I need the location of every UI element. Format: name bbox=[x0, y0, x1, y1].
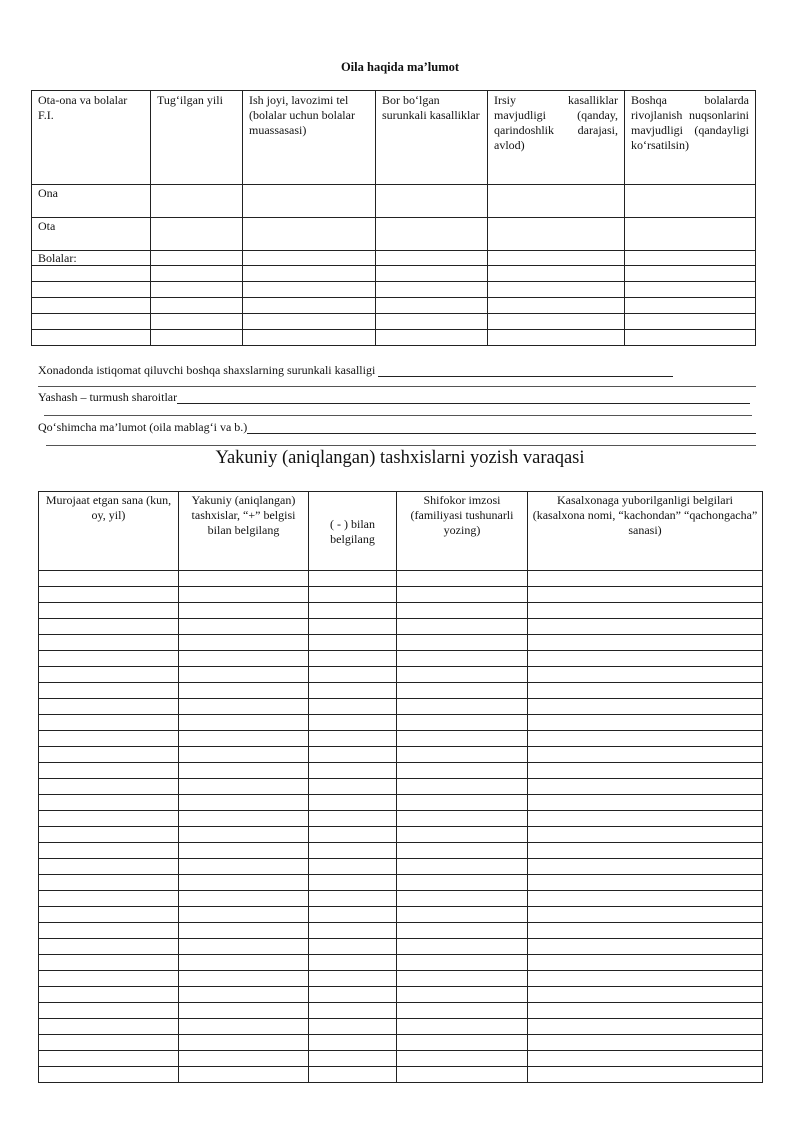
additional-info-extra-line[interactable] bbox=[46, 445, 756, 446]
table-cell[interactable] bbox=[528, 763, 763, 779]
table-cell[interactable] bbox=[243, 298, 376, 314]
table-cell[interactable] bbox=[397, 907, 528, 923]
table-cell[interactable] bbox=[151, 251, 243, 266]
table-row bbox=[39, 747, 763, 763]
table-row bbox=[39, 731, 763, 747]
table-cell[interactable] bbox=[397, 987, 528, 1003]
table-cell[interactable] bbox=[625, 330, 756, 346]
table-cell[interactable] bbox=[39, 1019, 179, 1035]
table-cell[interactable] bbox=[309, 667, 397, 683]
table-cell[interactable] bbox=[32, 282, 151, 298]
table-cell[interactable] bbox=[528, 779, 763, 795]
table-cell[interactable] bbox=[376, 251, 488, 266]
table-cell[interactable] bbox=[179, 1051, 309, 1067]
table-row bbox=[39, 779, 763, 795]
table-row bbox=[39, 635, 763, 651]
table-cell[interactable] bbox=[528, 795, 763, 811]
table-cell[interactable] bbox=[309, 651, 397, 667]
family-info-title: Oila haqida ma’lumot bbox=[340, 60, 460, 74]
table-cell[interactable] bbox=[397, 843, 528, 859]
table-row bbox=[39, 875, 763, 891]
col-header-minus-mark: ( - ) bilan belgilang bbox=[309, 492, 397, 571]
table-cell[interactable] bbox=[625, 266, 756, 282]
table-cell[interactable] bbox=[376, 282, 488, 298]
table-row bbox=[39, 827, 763, 843]
table-cell[interactable] bbox=[39, 795, 179, 811]
table-cell[interactable] bbox=[309, 971, 397, 987]
table-cell[interactable] bbox=[39, 955, 179, 971]
table-cell[interactable] bbox=[625, 298, 756, 314]
table-cell[interactable] bbox=[488, 266, 625, 282]
table-cell[interactable] bbox=[309, 747, 397, 763]
table-cell[interactable] bbox=[397, 1051, 528, 1067]
table-cell[interactable] bbox=[39, 827, 179, 843]
table-cell[interactable] bbox=[39, 731, 179, 747]
table-cell[interactable] bbox=[32, 298, 151, 314]
table-row bbox=[39, 795, 763, 811]
table-cell[interactable] bbox=[376, 218, 488, 251]
table-cell[interactable] bbox=[309, 715, 397, 731]
table-cell[interactable] bbox=[309, 859, 397, 875]
table-row bbox=[39, 667, 763, 683]
col-header-final-diagnosis: Yakuniy (aniqlangan) tashxislar, “+” belgisi bilan belgilang bbox=[179, 492, 309, 571]
diagnosis-rows bbox=[39, 571, 763, 1083]
table-cell[interactable] bbox=[528, 1067, 763, 1083]
table-cell[interactable] bbox=[528, 875, 763, 891]
table-cell[interactable] bbox=[625, 218, 756, 251]
table-cell[interactable] bbox=[376, 330, 488, 346]
table-cell[interactable] bbox=[243, 251, 376, 266]
table-cell[interactable] bbox=[528, 1051, 763, 1067]
table-cell[interactable] bbox=[528, 683, 763, 699]
table-cell[interactable] bbox=[309, 571, 397, 587]
table-cell[interactable] bbox=[309, 891, 397, 907]
table-cell[interactable] bbox=[243, 266, 376, 282]
children-rows bbox=[32, 266, 756, 346]
table-cell[interactable] bbox=[397, 939, 528, 955]
table-cell[interactable] bbox=[528, 955, 763, 971]
table-cell[interactable] bbox=[309, 587, 397, 603]
table-row bbox=[39, 587, 763, 603]
table-cell[interactable] bbox=[397, 715, 528, 731]
table-cell[interactable] bbox=[39, 747, 179, 763]
table-row bbox=[39, 811, 763, 827]
table-cell[interactable] bbox=[309, 987, 397, 1003]
table-cell[interactable] bbox=[397, 891, 528, 907]
table-cell[interactable] bbox=[32, 330, 151, 346]
additional-info-label: Qo‘shimcha ma’lumot (oila mablag‘i va b.) bbox=[38, 420, 248, 434]
table-cell[interactable] bbox=[179, 651, 309, 667]
table-cell[interactable] bbox=[488, 251, 625, 266]
table-cell[interactable] bbox=[397, 683, 528, 699]
table-cell[interactable] bbox=[309, 731, 397, 747]
table-row bbox=[39, 843, 763, 859]
table-cell[interactable] bbox=[528, 571, 763, 587]
table-cell[interactable] bbox=[625, 185, 756, 218]
table-cell[interactable] bbox=[528, 811, 763, 827]
table-cell[interactable] bbox=[39, 971, 179, 987]
table-cell[interactable] bbox=[397, 811, 528, 827]
table-cell[interactable] bbox=[397, 875, 528, 891]
household-chronic-line bbox=[38, 361, 756, 377]
table-cell[interactable] bbox=[528, 603, 763, 619]
family-info-table bbox=[31, 90, 756, 346]
table-cell[interactable] bbox=[309, 1003, 397, 1019]
table-cell[interactable] bbox=[179, 843, 309, 859]
table-row bbox=[39, 1051, 763, 1067]
table-row bbox=[32, 266, 756, 282]
table-cell[interactable] bbox=[528, 1035, 763, 1051]
household-chronic-extra-line[interactable] bbox=[38, 386, 756, 387]
table-cell[interactable] bbox=[179, 987, 309, 1003]
table-cell[interactable] bbox=[397, 859, 528, 875]
table-cell[interactable] bbox=[39, 667, 179, 683]
row-label-children: Bolalar: bbox=[32, 251, 151, 266]
table-row bbox=[39, 859, 763, 875]
table-cell[interactable] bbox=[528, 587, 763, 603]
table-cell[interactable] bbox=[179, 971, 309, 987]
table-cell[interactable] bbox=[528, 859, 763, 875]
table-row bbox=[39, 619, 763, 635]
table-cell[interactable] bbox=[179, 891, 309, 907]
col-header-doctor-signature: Shifokor imzosi (familiyasi tushunarli yozing) bbox=[397, 492, 528, 571]
table-cell[interactable] bbox=[39, 715, 179, 731]
family-row-father bbox=[32, 218, 756, 251]
table-cell[interactable] bbox=[179, 955, 309, 971]
table-row bbox=[39, 715, 763, 731]
table-cell[interactable] bbox=[528, 1019, 763, 1035]
table-cell[interactable] bbox=[179, 1067, 309, 1083]
table-cell[interactable] bbox=[376, 314, 488, 330]
table-cell[interactable] bbox=[179, 1035, 309, 1051]
table-cell[interactable] bbox=[179, 635, 309, 651]
col-header-chronic-diseases: Bor bo‘lgan surunkali kasalliklar bbox=[376, 91, 488, 185]
table-cell[interactable] bbox=[528, 939, 763, 955]
table-cell[interactable] bbox=[528, 987, 763, 1003]
table-cell[interactable] bbox=[397, 779, 528, 795]
table-cell[interactable] bbox=[179, 603, 309, 619]
col-header-hereditary-diseases: Irsiy kasalliklar mavjudligi (qanday, qarindoshlik darajasi, avlod) bbox=[488, 91, 625, 185]
table-cell[interactable] bbox=[309, 619, 397, 635]
table-cell[interactable] bbox=[397, 955, 528, 971]
table-cell[interactable] bbox=[397, 699, 528, 715]
table-cell[interactable] bbox=[179, 859, 309, 875]
table-cell[interactable] bbox=[243, 282, 376, 298]
table-row bbox=[32, 298, 756, 314]
table-cell[interactable] bbox=[39, 763, 179, 779]
table-cell[interactable] bbox=[39, 651, 179, 667]
table-cell[interactable] bbox=[397, 587, 528, 603]
table-cell[interactable] bbox=[179, 795, 309, 811]
table-cell[interactable] bbox=[528, 1003, 763, 1019]
table-cell[interactable] bbox=[528, 923, 763, 939]
table-row bbox=[32, 282, 756, 298]
row-label-father: Ota bbox=[32, 218, 151, 251]
table-cell[interactable] bbox=[625, 251, 756, 266]
table-cell[interactable] bbox=[528, 971, 763, 987]
living-conditions-extra-line[interactable] bbox=[44, 415, 752, 416]
table-cell[interactable] bbox=[397, 971, 528, 987]
table-cell[interactable] bbox=[309, 699, 397, 715]
table-cell[interactable] bbox=[528, 843, 763, 859]
table-cell[interactable] bbox=[397, 1019, 528, 1035]
table-cell[interactable] bbox=[376, 298, 488, 314]
table-cell[interactable] bbox=[179, 827, 309, 843]
table-row bbox=[39, 1035, 763, 1051]
table-row bbox=[39, 1003, 763, 1019]
table-cell[interactable] bbox=[39, 923, 179, 939]
table-cell[interactable] bbox=[39, 571, 179, 587]
table-cell[interactable] bbox=[39, 875, 179, 891]
col-header-visit-date: Murojaat etgan sana (kun, oy, yil) bbox=[39, 492, 179, 571]
table-cell[interactable] bbox=[397, 763, 528, 779]
table-cell[interactable] bbox=[39, 811, 179, 827]
table-cell[interactable] bbox=[397, 667, 528, 683]
table-cell[interactable] bbox=[309, 763, 397, 779]
table-cell[interactable] bbox=[243, 314, 376, 330]
table-cell[interactable] bbox=[309, 939, 397, 955]
table-cell[interactable] bbox=[309, 795, 397, 811]
table-cell[interactable] bbox=[39, 1067, 179, 1083]
table-cell[interactable] bbox=[528, 747, 763, 763]
table-row bbox=[39, 699, 763, 715]
table-cell[interactable] bbox=[397, 571, 528, 587]
table-cell[interactable] bbox=[528, 699, 763, 715]
table-cell[interactable] bbox=[397, 747, 528, 763]
table-cell[interactable] bbox=[151, 330, 243, 346]
table-row bbox=[32, 330, 756, 346]
table-cell[interactable] bbox=[179, 619, 309, 635]
table-cell[interactable] bbox=[309, 907, 397, 923]
table-cell[interactable] bbox=[488, 218, 625, 251]
table-cell[interactable] bbox=[397, 1003, 528, 1019]
col-header-birth-year: Tug‘ilgan yili bbox=[151, 91, 243, 185]
table-cell[interactable] bbox=[309, 923, 397, 939]
household-chronic-label: Xonadonda istiqomat qiluvchi boshqa shaxslarning surunkali kasalligi bbox=[38, 363, 376, 377]
table-cell[interactable] bbox=[528, 907, 763, 923]
table-cell[interactable] bbox=[309, 603, 397, 619]
table-cell[interactable] bbox=[179, 875, 309, 891]
table-cell[interactable] bbox=[397, 619, 528, 635]
table-cell[interactable] bbox=[39, 635, 179, 651]
table-cell[interactable] bbox=[179, 715, 309, 731]
table-cell[interactable] bbox=[625, 282, 756, 298]
table-cell[interactable] bbox=[179, 907, 309, 923]
table-row bbox=[39, 571, 763, 587]
table-cell[interactable] bbox=[309, 843, 397, 859]
table-cell[interactable] bbox=[625, 314, 756, 330]
table-cell[interactable] bbox=[376, 185, 488, 218]
table-cell[interactable] bbox=[488, 330, 625, 346]
table-cell[interactable] bbox=[309, 811, 397, 827]
table-cell[interactable] bbox=[528, 635, 763, 651]
table-cell[interactable] bbox=[179, 571, 309, 587]
table-cell[interactable] bbox=[179, 1003, 309, 1019]
diagnosis-sheet-title: Yakuniy (aniqlangan) tashxislarni yozish varaqasi bbox=[215, 448, 585, 468]
table-cell[interactable] bbox=[151, 266, 243, 282]
table-cell[interactable] bbox=[309, 1051, 397, 1067]
table-cell[interactable] bbox=[309, 635, 397, 651]
table-cell[interactable] bbox=[39, 1003, 179, 1019]
table-cell[interactable] bbox=[39, 699, 179, 715]
table-cell[interactable] bbox=[179, 939, 309, 955]
table-cell[interactable] bbox=[151, 282, 243, 298]
table-row bbox=[39, 907, 763, 923]
table-cell[interactable] bbox=[39, 683, 179, 699]
table-cell[interactable] bbox=[179, 923, 309, 939]
diagnosis-table bbox=[38, 491, 763, 1083]
table-row bbox=[32, 314, 756, 330]
table-cell[interactable] bbox=[151, 218, 243, 251]
table-cell[interactable] bbox=[39, 907, 179, 923]
family-header-row bbox=[32, 91, 756, 185]
table-cell[interactable] bbox=[243, 185, 376, 218]
table-cell[interactable] bbox=[488, 298, 625, 314]
household-chronic-field[interactable] bbox=[378, 364, 673, 377]
table-cell[interactable] bbox=[397, 731, 528, 747]
table-cell[interactable] bbox=[179, 731, 309, 747]
additional-info-field[interactable] bbox=[247, 421, 756, 434]
family-row-mother bbox=[32, 185, 756, 218]
table-cell[interactable] bbox=[39, 939, 179, 955]
table-cell[interactable] bbox=[528, 619, 763, 635]
living-conditions-line bbox=[38, 388, 756, 404]
table-cell[interactable] bbox=[309, 955, 397, 971]
table-cell[interactable] bbox=[528, 715, 763, 731]
table-cell[interactable] bbox=[397, 1035, 528, 1051]
table-row bbox=[39, 603, 763, 619]
col-header-developmental-defects: Boshqa bolalarda rivojlanish nuqsonlarini mavjudligi (qandayligi ko‘rsatilsin) bbox=[625, 91, 756, 185]
table-cell[interactable] bbox=[39, 987, 179, 1003]
table-cell[interactable] bbox=[39, 779, 179, 795]
table-cell[interactable] bbox=[397, 827, 528, 843]
table-cell[interactable] bbox=[179, 763, 309, 779]
table-cell[interactable] bbox=[309, 779, 397, 795]
table-cell[interactable] bbox=[528, 667, 763, 683]
table-row bbox=[39, 1019, 763, 1035]
table-cell[interactable] bbox=[179, 683, 309, 699]
table-cell[interactable] bbox=[309, 875, 397, 891]
table-row bbox=[39, 1067, 763, 1083]
table-cell[interactable] bbox=[39, 843, 179, 859]
table-cell[interactable] bbox=[179, 667, 309, 683]
table-cell[interactable] bbox=[179, 811, 309, 827]
table-cell[interactable] bbox=[376, 266, 488, 282]
table-cell[interactable] bbox=[179, 1019, 309, 1035]
additional-info-line bbox=[38, 418, 756, 434]
table-cell[interactable] bbox=[309, 827, 397, 843]
table-cell[interactable] bbox=[39, 891, 179, 907]
table-cell[interactable] bbox=[397, 923, 528, 939]
table-cell[interactable] bbox=[39, 1035, 179, 1051]
table-cell[interactable] bbox=[32, 266, 151, 282]
table-cell[interactable] bbox=[528, 891, 763, 907]
table-cell[interactable] bbox=[528, 827, 763, 843]
table-cell[interactable] bbox=[39, 859, 179, 875]
table-row bbox=[39, 939, 763, 955]
table-row bbox=[39, 683, 763, 699]
table-cell[interactable] bbox=[488, 314, 625, 330]
living-conditions-field[interactable] bbox=[177, 391, 750, 404]
table-row bbox=[39, 923, 763, 939]
table-cell[interactable] bbox=[309, 1035, 397, 1051]
table-cell[interactable] bbox=[39, 1051, 179, 1067]
col-header-hospital-referral: Kasalxonaga yuborilganligi belgilari (kasalxona nomi, “kachondan” “qachongacha” sanasi) bbox=[528, 492, 763, 571]
table-row bbox=[39, 651, 763, 667]
table-cell[interactable] bbox=[39, 603, 179, 619]
table-cell[interactable] bbox=[179, 747, 309, 763]
table-cell[interactable] bbox=[179, 587, 309, 603]
table-cell[interactable] bbox=[309, 683, 397, 699]
table-cell[interactable] bbox=[528, 731, 763, 747]
table-cell[interactable] bbox=[397, 1067, 528, 1083]
table-cell[interactable] bbox=[397, 603, 528, 619]
table-row bbox=[39, 763, 763, 779]
table-cell[interactable] bbox=[309, 1019, 397, 1035]
living-conditions-label: Yashash – turmush sharoitlar bbox=[38, 390, 178, 404]
table-row bbox=[39, 971, 763, 987]
table-cell[interactable] bbox=[39, 587, 179, 603]
diagnosis-header-row bbox=[39, 492, 763, 571]
table-cell[interactable] bbox=[528, 651, 763, 667]
col-header-name: Ota-ona va bolalar F.I. bbox=[32, 91, 151, 185]
table-cell[interactable] bbox=[39, 619, 179, 635]
table-cell[interactable] bbox=[243, 330, 376, 346]
table-cell[interactable] bbox=[488, 282, 625, 298]
row-label-mother: Ona bbox=[32, 185, 151, 218]
table-cell[interactable] bbox=[179, 779, 309, 795]
table-cell[interactable] bbox=[397, 795, 528, 811]
table-cell[interactable] bbox=[179, 699, 309, 715]
table-cell[interactable] bbox=[151, 298, 243, 314]
table-cell[interactable] bbox=[243, 218, 376, 251]
table-cell[interactable] bbox=[32, 314, 151, 330]
table-cell[interactable] bbox=[151, 314, 243, 330]
table-cell[interactable] bbox=[397, 651, 528, 667]
table-cell[interactable] bbox=[397, 635, 528, 651]
table-cell[interactable] bbox=[151, 185, 243, 218]
table-cell[interactable] bbox=[488, 185, 625, 218]
table-row bbox=[39, 891, 763, 907]
table-row bbox=[39, 955, 763, 971]
col-header-workplace: Ish joyi, lavozimi tel (bolalar uchun bolalar muassasasi) bbox=[243, 91, 376, 185]
family-row-children-label bbox=[32, 251, 756, 266]
table-row bbox=[39, 987, 763, 1003]
table-cell[interactable] bbox=[309, 1067, 397, 1083]
